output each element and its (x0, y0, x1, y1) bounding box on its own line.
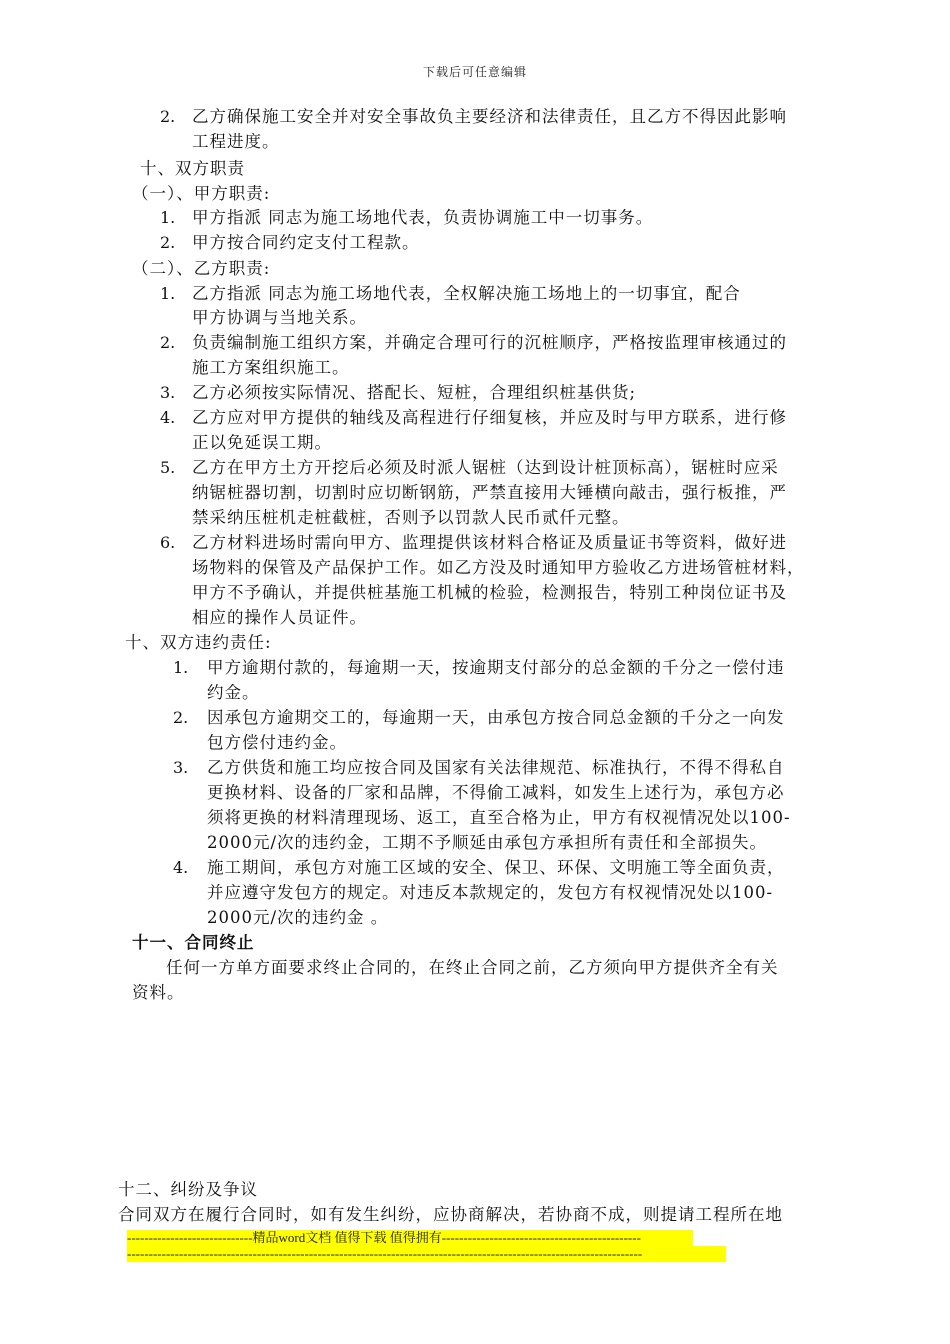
item-number: 2. (160, 233, 176, 252)
section-heading: 十、双方违约责任: (125, 633, 272, 652)
paragraph-line: 负责编制施工组织方案，并确定合理可行的沉桩顺序，严格按监理审核通过的 (192, 333, 787, 352)
paragraph-line: 乙方应对甲方提供的轴线及高程进行仔细复核，并应及时与甲方联系，进行修 (192, 408, 787, 427)
paragraph-line: 并应遵守发包方的规定。对违反本款规定的，发包方有权视情况处以100- (207, 883, 774, 902)
paragraph-line: 甲方协调与当地关系。 (192, 308, 367, 327)
item-number: 5. (160, 458, 176, 477)
paragraph-line: 甲方指派 同志为施工场地代表，负责协调施工中一切事务。 (192, 208, 654, 227)
paragraph-line: 甲方不予确认，并提供桩基施工机械的检验，检测报告，特别工种岗位证书及 (192, 583, 787, 602)
item-number: 1. (173, 658, 189, 677)
paragraph-line: 纳锯桩器切割，切割时应切断钢筋，严禁直接用大锤横向敲击，强行板推，严 (192, 483, 787, 502)
paragraph-line: 相应的操作人员证件。 (192, 608, 367, 627)
item-number: 3. (173, 758, 189, 777)
item-number: 2. (173, 708, 189, 727)
item-number: 4. (173, 858, 189, 877)
paragraph-line: 因承包方逾期交工的，每逾期一天，由承包方按合同总金额的千分之一向发 (207, 708, 785, 727)
paragraph-line: 乙方指派 同志为施工场地代表，全权解决施工场地上的一切事宜，配合 (192, 284, 741, 303)
paragraph-line: 施工方案组织施工。 (192, 358, 350, 377)
paragraph-line: 场物料的保管及产品保护工作。如乙方没及时通知甲方验收乙方进场管桩材料， (192, 558, 805, 577)
page-header: 下载后可任意编辑 (422, 65, 527, 79)
paragraph-line: 任何一方单方面要求终止合同的，在终止合同之前，乙方须向甲方提供齐全有关 (166, 958, 779, 977)
paragraph-line: 约金。 (207, 683, 260, 702)
paragraph-line: 工程进度。 (192, 132, 280, 151)
paragraph-line: 更换材料、设备的厂家和品牌，不得偷工减料，如发生上述行为，承包方必 (207, 783, 785, 802)
item-number: 6. (160, 533, 176, 552)
paragraph-line: 乙方确保施工安全并对安全事故负主要经济和法律责任，且乙方不得因此影响 (192, 107, 787, 126)
subsection-heading: （二）、乙方职责: (132, 259, 271, 278)
paragraph-line: 2000元/次的违约金，工期不予顺延由承包方承担所有责任和全部损失。 (207, 833, 768, 852)
paragraph-line: 乙方在甲方土方开挖后必须及时派人锯桩（达到设计桩顶标高），锯桩时应采 (192, 458, 779, 477)
paragraph-line: 资料。 (132, 983, 185, 1002)
item-number: 2. (160, 107, 176, 126)
paragraph-line: 乙方必须按实际情况、搭配长、短桩，合理组织桩基供货; (192, 383, 637, 402)
paragraph-line: 乙方材料进场时需向甲方、监理提供该材料合格证及质量证书等资料，做好进 (192, 533, 787, 552)
item-number: 3. (160, 383, 176, 402)
footer-banner: -----------------------------精品word文档 值得下载 值得拥有---------------------------------------------- (127, 1230, 693, 1246)
item-number: 1. (160, 208, 176, 227)
footer-banner-dashes: ----------------------------------------------------------------------------------------------------------------------- (127, 1246, 726, 1262)
section-heading: 十一、合同终止 (132, 933, 255, 952)
item-number: 1. (160, 284, 176, 303)
section-heading: 十二、纠纷及争议 (118, 1180, 258, 1199)
paragraph-line: 乙方供货和施工均应按合同及国家有关法律规范、标准执行，不得不得私自 (207, 758, 785, 777)
paragraph-line: 2000元/次的违约金 。 (207, 908, 389, 927)
paragraph-line: 甲方按合同约定支付工程款。 (192, 233, 420, 252)
item-number: 2. (160, 333, 176, 352)
paragraph-line: 施工期间，承包方对施工区域的安全、保卫、环保、文明施工等全面负责， (207, 858, 785, 877)
paragraph-line: 包方偿付违约金。 (207, 733, 347, 752)
paragraph-line: 甲方逾期付款的，每逾期一天，按逾期支付部分的总金额的千分之一偿付违 (207, 658, 785, 677)
paragraph-line: 正以免延误工期。 (192, 433, 332, 452)
subsection-heading: （一）、甲方职责: (132, 184, 271, 203)
section-heading: 十、双方职责 (140, 159, 245, 178)
paragraph-line: 禁采纳压桩机走桩截桩，否则予以罚款人民币贰仟元整。 (192, 508, 630, 527)
paragraph-line: 合同双方在履行合同时，如有发生纠纷，应协商解决，若协商不成，则提请工程所在地 (118, 1205, 783, 1224)
paragraph-line: 须将更换的材料清理现场、返工，直至合格为止，甲方有权视情况处以100- (207, 808, 791, 827)
item-number: 4. (160, 408, 176, 427)
